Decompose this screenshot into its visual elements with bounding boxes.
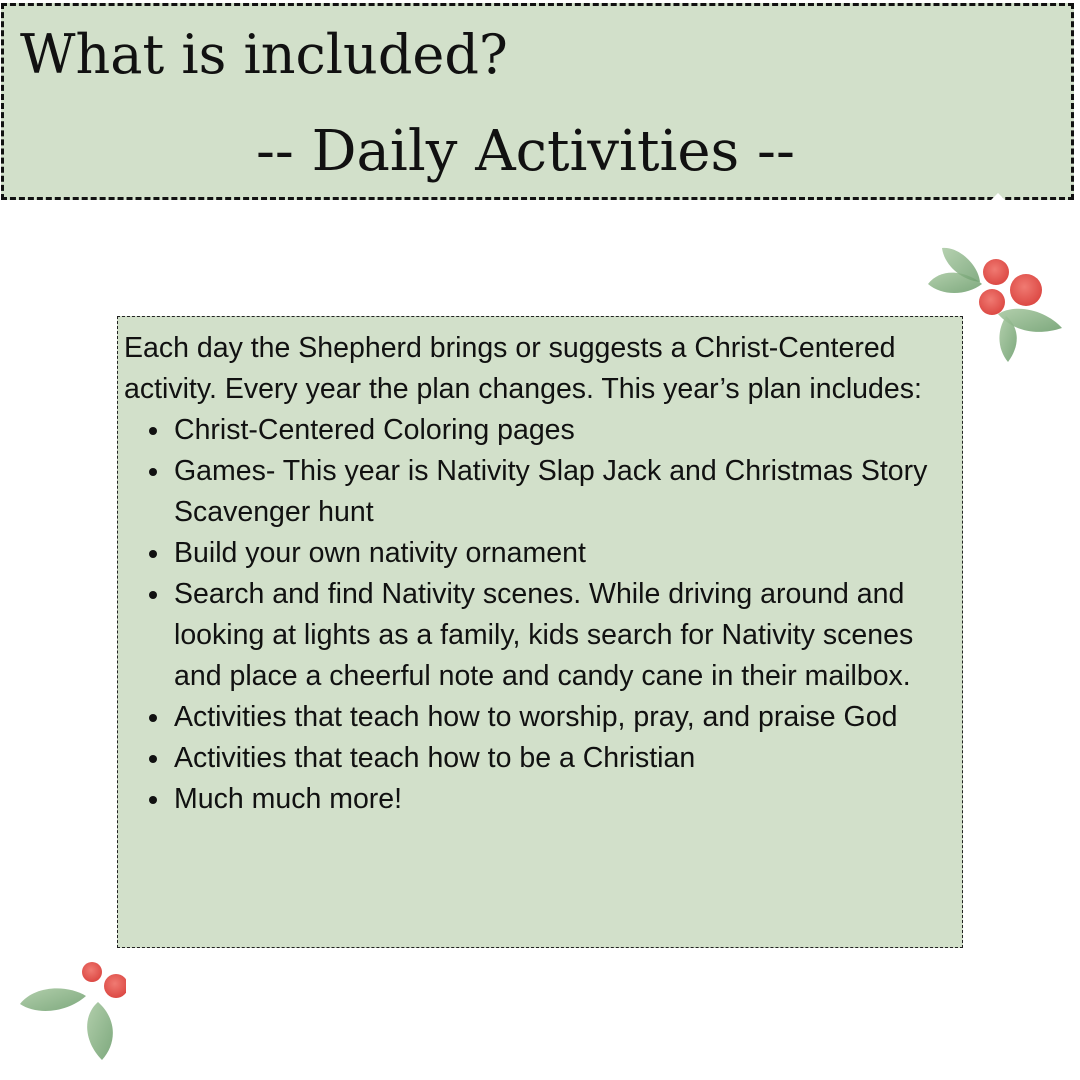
header-notch [987,193,1009,204]
header-title: What is included? [20,23,508,86]
list-item: Activities that teach how to be a Christian [174,738,956,779]
list-item: Search and find Nativity scenes. While driving around and looking at lights as a family, kids search for Nativity scenes and place a cheerful note and candy cane in their mailbox. [174,574,956,697]
activities-panel [117,316,963,948]
list-item: Games- This year is Nativity Slap Jack and Christmas Story Scavenger hunt [174,451,956,533]
berry-shape [104,974,126,998]
berry-shape [979,289,1005,315]
list-item: Build your own nativity ornament [174,533,956,574]
holly-berries-bottom-left-icon [16,956,126,1064]
header-subtitle: -- Daily Activities -- [256,119,795,184]
header-banner [1,3,1074,200]
activity-list [124,410,956,820]
leaf-shape [20,988,86,1011]
leaf-shape [87,1002,113,1060]
berry-shape [983,259,1009,285]
list-item: Much much more! [174,779,956,820]
berry-shape [1010,274,1042,306]
list-item: Christ-Centered Coloring pages [174,410,956,451]
berry-shape [82,962,102,982]
intro-paragraph: Each day the Shepherd brings or suggests a Christ-Centered activity. Every year the plan changes. This year’s plan includes: [124,332,922,405]
list-item: Activities that teach how to worship, pray, and praise God [174,697,956,738]
